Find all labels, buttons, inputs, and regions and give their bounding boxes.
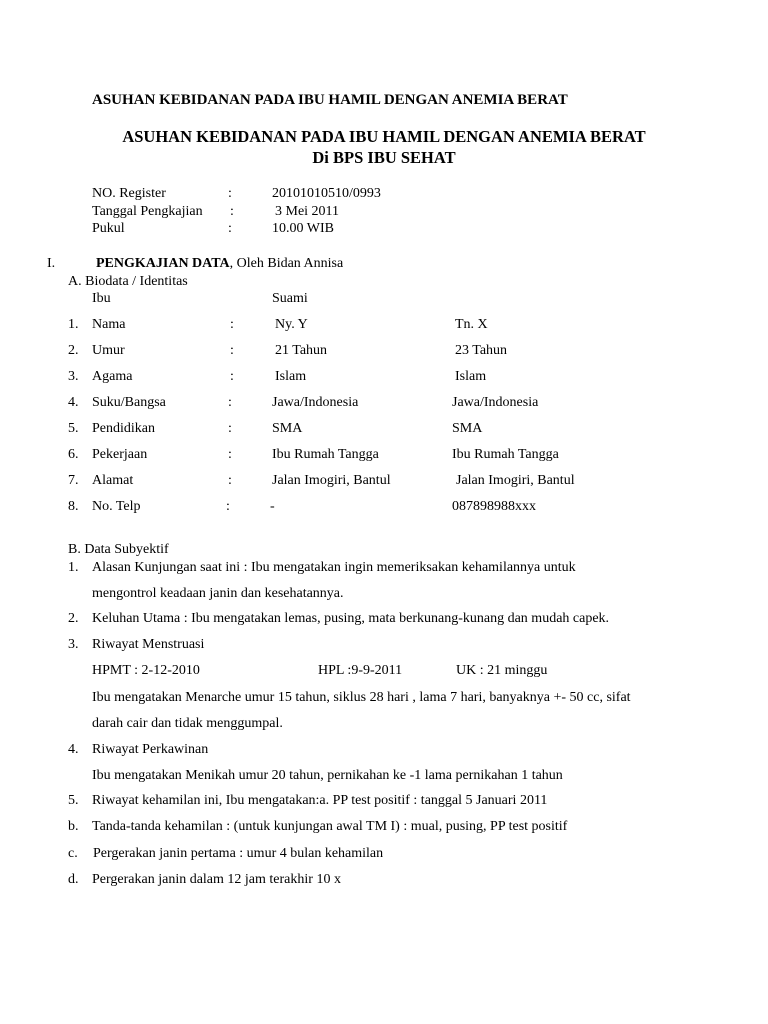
row-colon: : [228, 395, 232, 410]
marriage-details: Ibu mengatakan Menikah umur 20 tahun, pernikahan ke -1 lama pernikahan 1 tahun [92, 768, 563, 783]
date-value: 3 Mei 2011 [275, 204, 340, 219]
hpmt-value: HPMT : 2-12-2010 [92, 663, 200, 678]
row-number: 3. [68, 369, 79, 384]
menstrual-details: Ibu mengatakan Menarche umur 15 tahun, siklus 28 hari , lama 7 hari, banyaknya +- 50 cc, sifat [92, 690, 631, 705]
row-number: 6. [68, 447, 79, 462]
list-number: 1. [68, 560, 79, 575]
row-colon: : [230, 343, 234, 358]
row-ibu-value: Jawa/Indonesia [272, 395, 359, 410]
menstrual-history-heading: Riwayat Menstruasi [92, 637, 205, 652]
row-ibu-value: Jalan Imogiri, Bantul [272, 473, 391, 488]
date-label: Tanggal Pengkajian [92, 204, 203, 219]
row-ibu-value: Ibu Rumah Tangga [272, 447, 379, 462]
first-fetal-movement: Pergerakan janin pertama : umur 4 bulan kehamilan [93, 846, 384, 861]
row-label: Agama [92, 369, 133, 384]
column-header-ibu: Ibu [92, 291, 111, 306]
row-ibu-value: 21 Tahun [275, 343, 328, 358]
uk-value: UK : 21 minggu [456, 663, 548, 678]
row-number: 8. [68, 499, 79, 514]
row-number: 4. [68, 395, 79, 410]
visit-reason: Alasan Kunjungan saat ini : Ibu mengatakan ingin memeriksakan kehamilannya untuk [92, 560, 576, 575]
biodata-label: A. Biodata / Identitas [68, 274, 188, 289]
page-title: ASUHAN KEBIDANAN PADA IBU HAMIL DENGAN ANEMIA BERAT [122, 127, 646, 146]
row-label: Pekerjaan [92, 447, 148, 462]
row-colon: : [228, 473, 232, 488]
row-number: 1. [68, 317, 79, 332]
register-value: 20101010510/0993 [272, 186, 381, 201]
row-label: Umur [92, 343, 125, 358]
row-suami-value: SMA [452, 421, 483, 436]
list-number: 5. [68, 793, 79, 808]
row-label: Alamat [92, 473, 134, 488]
list-number: 3. [68, 637, 79, 652]
row-ibu-value: Islam [275, 369, 307, 384]
section-suffix: , Oleh Bidan Annisa [229, 256, 344, 271]
main-complaint: Keluhan Utama : Ibu mengatakan lemas, pusing, mata berkunang-kunang dan mudah capek. [92, 611, 610, 626]
row-number: 7. [68, 473, 79, 488]
row-label: Suku/Bangsa [92, 395, 166, 410]
row-suami-value: 23 Tahun [455, 343, 508, 358]
row-ibu-value: SMA [272, 421, 303, 436]
pregnancy-history: Riwayat kehamilan ini, Ibu mengatakan:a. PP test positif : tanggal 5 Januari 2011 [92, 793, 548, 808]
section-numeral: I. [47, 256, 56, 271]
hpl-value: HPL :9-9-2011 [318, 663, 403, 678]
row-number: 5. [68, 421, 79, 436]
row-colon: : [230, 317, 234, 332]
row-label: Pendidikan [92, 421, 155, 436]
subjective-label: B. Data Subyektif [68, 542, 169, 557]
list-letter: c. [68, 846, 78, 861]
row-label: Nama [92, 317, 126, 332]
time-value: 10.00 WIB [272, 221, 334, 236]
document-header-title: ASUHAN KEBIDANAN PADA IBU HAMIL DENGAN ANEMIA BERAT [92, 92, 568, 108]
row-colon: : [228, 421, 232, 436]
register-colon: : [228, 186, 232, 201]
time-label: Pukul [92, 221, 125, 236]
list-letter: d. [68, 872, 79, 887]
menstrual-details-continued: darah cair dan tidak menggumpal. [92, 716, 283, 731]
time-colon: : [228, 221, 232, 236]
page-subtitle: Di BPS IBU SEHAT [312, 148, 456, 167]
list-number: 2. [68, 611, 79, 626]
register-label: NO. Register [92, 186, 166, 201]
row-suami-value: Ibu Rumah Tangga [452, 447, 559, 462]
marriage-history-heading: Riwayat Perkawinan [92, 742, 209, 757]
row-ibu-value: Ny. Y [275, 317, 308, 332]
section-title: PENGKAJIAN DATA [96, 256, 230, 271]
row-colon: : [226, 499, 230, 514]
column-header-suami: Suami [272, 291, 308, 306]
row-label: No. Telp [92, 499, 141, 514]
row-suami-value: 087898988xxx [452, 499, 536, 514]
list-letter: b. [68, 819, 79, 834]
row-suami-value: Jawa/Indonesia [452, 395, 539, 410]
pregnancy-signs: Tanda-tanda kehamilan : (untuk kunjungan awal TM I) : mual, pusing, PP test positif [92, 819, 568, 834]
row-colon: : [228, 447, 232, 462]
row-colon: : [230, 369, 234, 384]
list-number: 4. [68, 742, 79, 757]
row-suami-value: Tn. X [455, 317, 488, 332]
row-ibu-value: - [270, 499, 275, 514]
row-suami-value: Islam [455, 369, 487, 384]
date-colon: : [230, 204, 234, 219]
visit-reason-continued: mengontrol keadaan janin dan kesehatannya. [92, 586, 344, 601]
section-heading [96, 255, 343, 272]
fetal-movement-12h: Pergerakan janin dalam 12 jam terakhir 10 x [92, 872, 341, 887]
row-suami-value: Jalan Imogiri, Bantul [456, 473, 575, 488]
row-number: 2. [68, 343, 79, 358]
